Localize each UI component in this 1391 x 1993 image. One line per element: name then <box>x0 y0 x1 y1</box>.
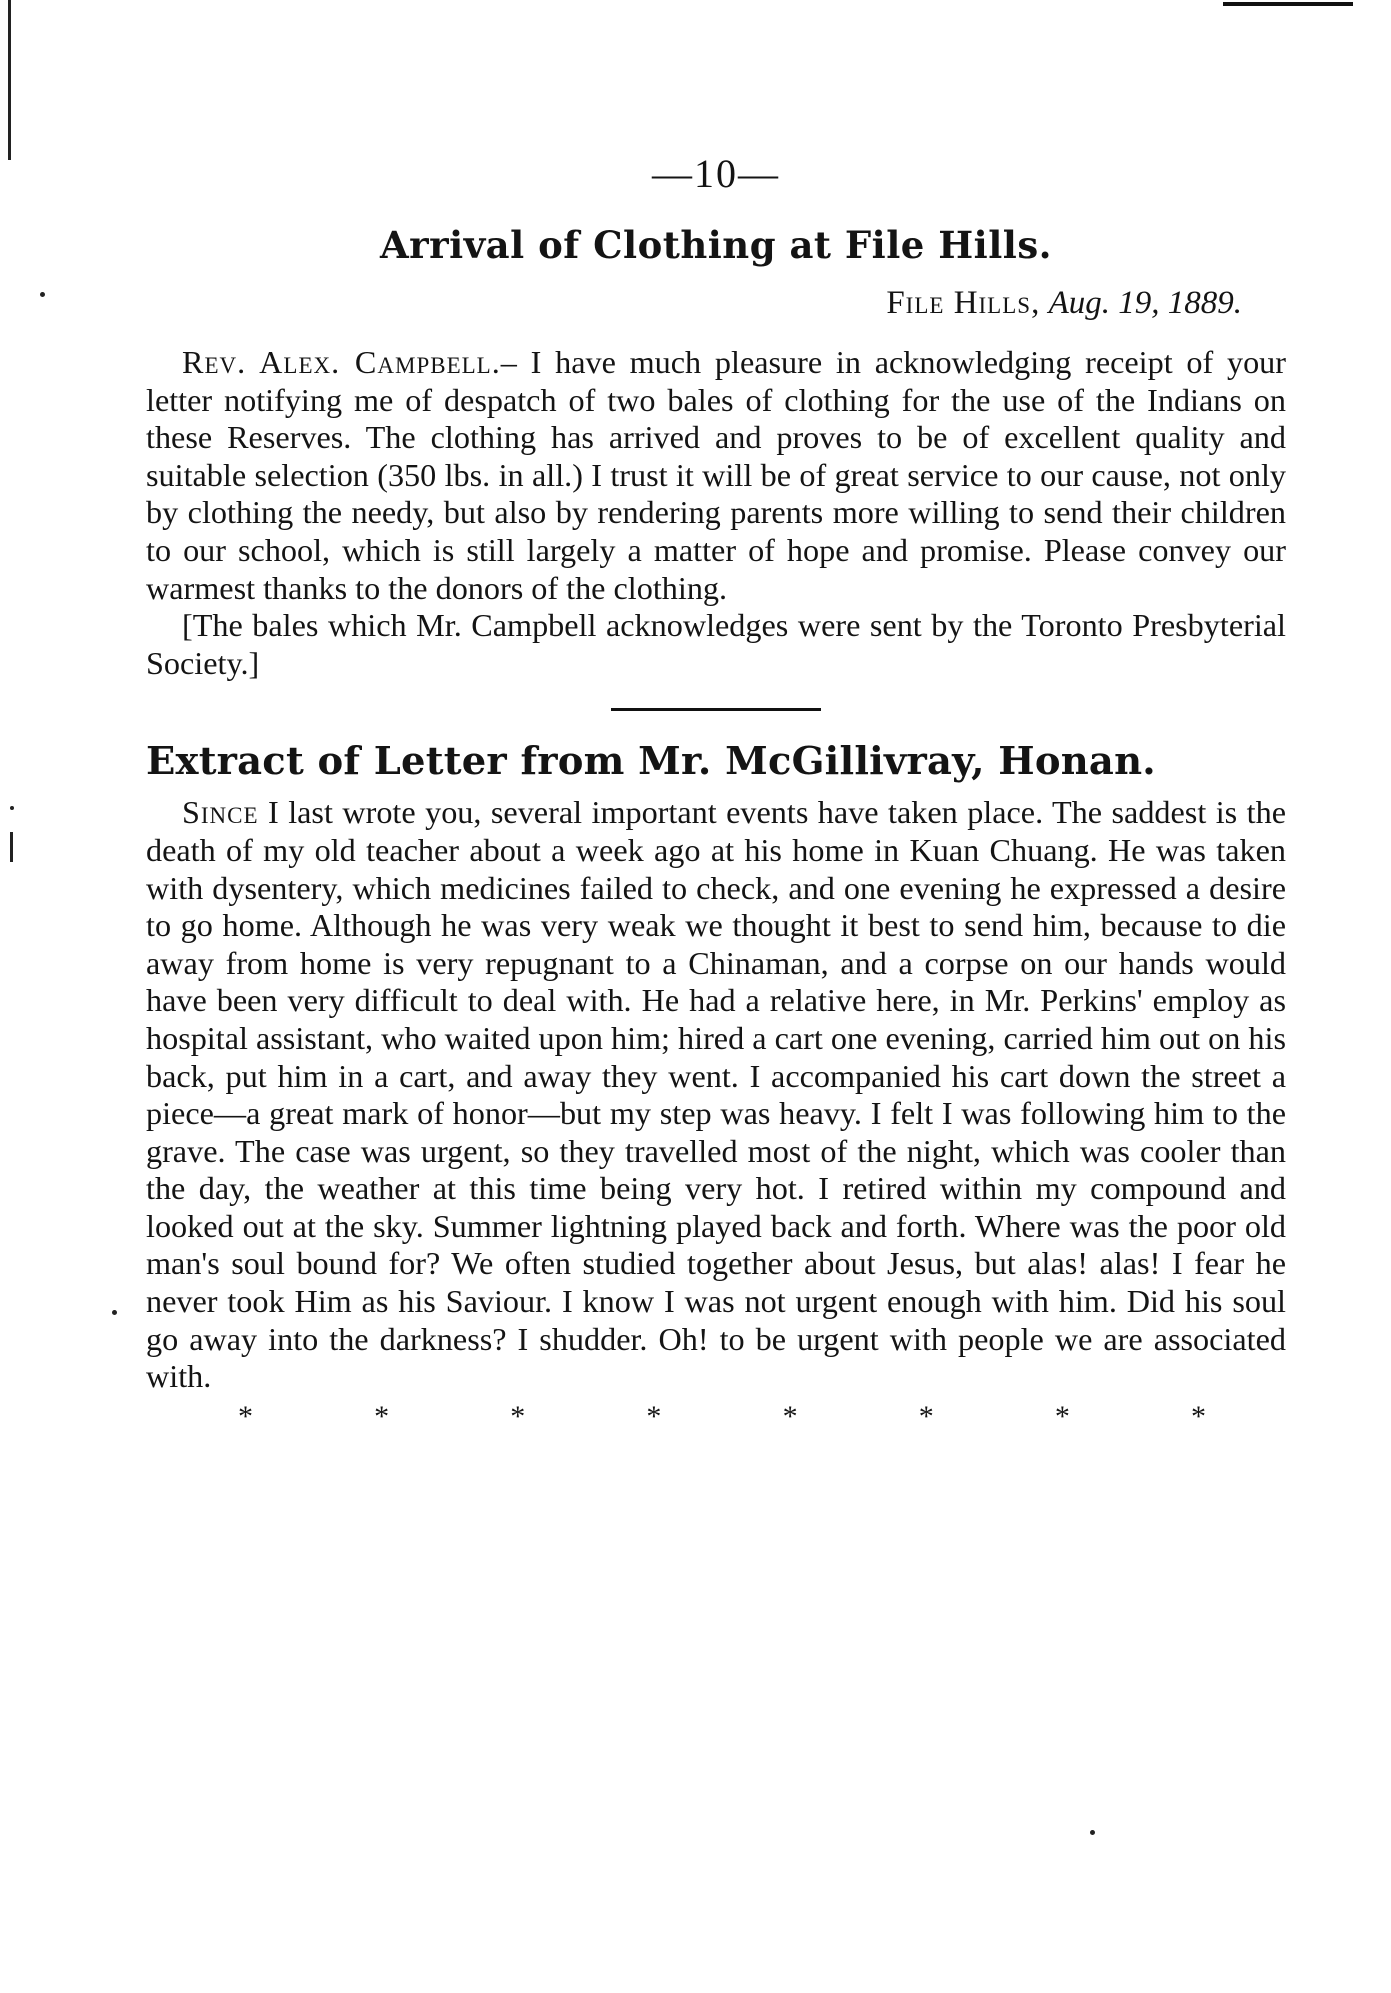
article-title: Arrival of Clothing at File Hills. <box>379 223 1053 267</box>
letter-paragraph <box>146 344 1286 607</box>
star: * <box>1054 1399 1070 1433</box>
lead-word: Since <box>182 794 259 831</box>
dateline-place: File Hills, <box>886 285 1041 321</box>
article-title: Extract of Letter from Mr. McGillivray, Honan. <box>146 739 1156 785</box>
star: * <box>918 1399 934 1433</box>
page-column <box>146 150 1286 1432</box>
letter-body: – I have much pleasure in acknowledging receipt of your letter notifying me of despatch of two bales of clothing for the use of the Indians on these Reserves. The clothing has arrived and proves to be of excellent quality and suitable selection (350 lbs. in all.) I trust it will be of great service to our cause, not only by clothing the needy, but also by rendering parents more willing to send their children to our school, which is still largely a matter of hope and promise. Please convey our warmest thanks to the donors of the clothing. <box>146 344 1286 606</box>
star: * <box>238 1399 253 1433</box>
section-break-stars <box>146 1396 1286 1432</box>
margin-mark <box>40 292 45 297</box>
star: * <box>374 1399 390 1433</box>
margin-mark <box>112 1310 117 1315</box>
margin-mark <box>8 0 11 160</box>
margin-mark <box>1090 1830 1095 1835</box>
star: * <box>510 1399 526 1433</box>
page-number: —10— <box>652 151 780 196</box>
page-top-rule <box>1223 2 1353 6</box>
letter-paragraph <box>146 794 1286 1396</box>
margin-mark <box>10 806 14 810</box>
editor-note: [The bales which Mr. Campbell acknowledges were sent by the Toronto Presbyterial Society.] <box>146 607 1286 681</box>
dateline-date: Aug. 19, 1889. <box>1048 285 1242 321</box>
dateline <box>146 285 1286 322</box>
star: * <box>782 1399 798 1433</box>
star: * <box>646 1399 662 1433</box>
section-divider <box>611 708 821 711</box>
star: * <box>1190 1399 1206 1433</box>
letter-body: I last wrote you, several important events have taken place. The saddest is the death of my old teacher about a week ago at his home in Kuan Chuang. He was taken with dysentery, which medicines failed to check, and one evening he expressed a desire to go home. Although he was very weak we thought it best to send him, because to die away from home is very repugnant to a Chinaman, and a corpse on our hands would have been very difficult to deal with. He had a relative here, in Mr. Perkins' employ as hospital assistant, who waited upon him; hired a cart one evening, carried him out on his back, put him in a cart, and away they went. I accompanied his cart down the street a piece—a great mark of honor—but my step was heavy. I felt I was following him to the grave. The case was urgent, so they travelled most of the night, which was cooler than the day, the weather at this time being very hot. I retired within my compound and looked out at the sky. Summer lightning played back and forth. Where was the poor old man's soul bound for? We often studied together about Jesus, but alas! alas! I fear he never took Him as his Saviour. I know I was not urgent enough with him. Did his soul go away into the darkness? I shudder. Oh! to be urgent with people we are associated with. <box>146 794 1286 1395</box>
margin-mark <box>10 832 13 862</box>
salutation: Rev. Alex. Campbell. <box>182 344 501 380</box>
